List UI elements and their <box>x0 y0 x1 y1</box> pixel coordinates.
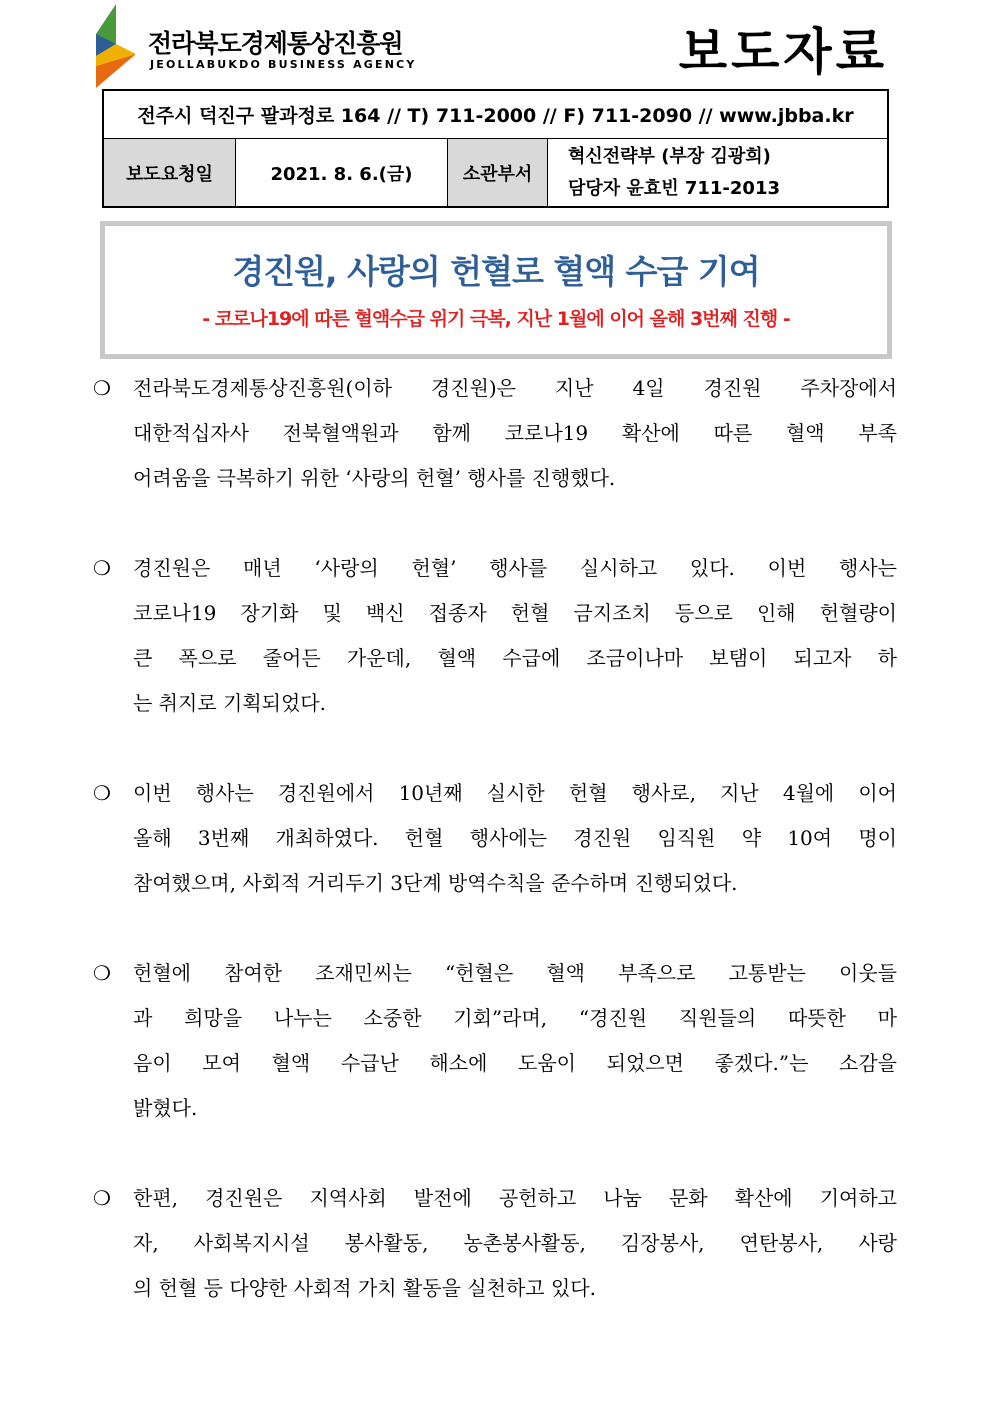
paragraph-line: 대한적십자사 전북혈액원과 함께 코로나19 확산에 따른 혈액 부족 <box>133 421 897 445</box>
paragraph-line: 과 희망을 나누는 소중한 기회”라며, “경진원 직원들의 따뜻한 마 <box>133 1006 897 1030</box>
paragraph-line: 헌혈에 참여한 조재민씨는 “헌혈은 혈액 부족으로 고통받는 이웃들 <box>133 961 897 985</box>
info-table <box>102 89 889 208</box>
paragraph-line: 참여했으며, 사회적 거리두기 3단계 방역수칙을 준수하며 진행되었다. <box>133 871 738 895</box>
paragraph <box>93 951 897 1131</box>
circle-bullet-icon: ❍ <box>93 781 111 805</box>
headline: 경진원, 사랑의 헌혈로 혈액 수급 기여 <box>232 252 760 291</box>
org-name-en: JEOLLABUKDO BUSINESS AGENCY <box>150 58 417 71</box>
paragraph-line: 는 취지로 기획되었다. <box>133 691 326 715</box>
paragraph-line: 경진원은 매년 ‘사랑의 헌혈’ 행사를 실시하고 있다. 이번 행사는 <box>133 556 897 580</box>
sub-headline: - 코로나19에 따른 혈액수급 위기 극복, 지난 1월에 이어 올해 3번째 진행 - <box>202 308 790 330</box>
department-label: 소관부서 <box>448 139 548 206</box>
org-name-kr: 전라북도경제통상진흥원 <box>148 29 403 58</box>
paragraph <box>93 546 897 726</box>
paragraph <box>93 1176 897 1311</box>
paragraph-line: 어려움을 극복하기 위한 ‘사랑의 헌혈’ 행사를 진행했다. <box>133 466 616 490</box>
department-head: 혁신전략부 (부장 김광희) <box>568 145 771 167</box>
paragraph <box>93 771 897 906</box>
contact-person: 담당자 윤효빈 711-2013 <box>568 177 781 199</box>
paragraph-line: 의 헌혈 등 다양한 사회적 가치 활동을 실천하고 있다. <box>133 1276 596 1300</box>
request-date: 2021. 8. 6.(금) <box>236 139 448 206</box>
info-row <box>104 139 887 206</box>
paragraph-line: 코로나19 장기화 및 백신 접종자 헌혈 금지조치 등으로 인해 헌혈량이 <box>133 601 897 625</box>
paragraph-line: 한편, 경진원은 지역사회 발전에 공헌하고 나눔 문화 확산에 기여하고 <box>133 1186 897 1210</box>
circle-bullet-icon: ❍ <box>93 1186 111 1210</box>
headline-box <box>100 221 892 359</box>
paragraph-line: 이번 행사는 경진원에서 10년째 실시한 헌혈 행사로, 지난 4월에 이어 <box>133 781 897 805</box>
paragraph-line: 자, 사회복지시설 봉사활동, 농촌봉사활동, 김장봉사, 연탄봉사, 사랑 <box>133 1231 897 1255</box>
circle-bullet-icon: ❍ <box>93 961 111 985</box>
paragraph-line: 전라북도경제통상진흥원(이하 경진원)은 지난 4일 경진원 주차장에서 <box>133 376 897 400</box>
department-info <box>548 139 887 206</box>
circle-bullet-icon: ❍ <box>93 376 111 400</box>
circle-bullet-icon: ❍ <box>93 556 111 580</box>
paragraph-line: 밝혔다. <box>133 1096 198 1120</box>
paragraph-line: 올해 3번째 개최하였다. 헌혈 행사에는 경진원 임직원 약 10여 명이 <box>133 826 897 850</box>
paragraph-line: 음이 모여 혈액 수급난 해소에 도움이 되었으면 좋겠다.”는 소감을 <box>133 1051 897 1075</box>
request-date-label: 보도요청일 <box>104 139 236 206</box>
org-logo <box>96 4 417 88</box>
document-type-title: 보도자료 <box>678 23 888 81</box>
logo-mark-icon <box>96 4 142 88</box>
paragraph <box>93 366 897 501</box>
contact-line: 전주시 덕진구 팔과정로 164 // T) 711-2000 // F) 711-2090 // www.jbba.kr <box>104 91 887 139</box>
paragraph-line: 큰 폭으로 줄어든 가운데, 혈액 수급에 조금이나마 보탬이 되고자 하 <box>133 646 897 670</box>
